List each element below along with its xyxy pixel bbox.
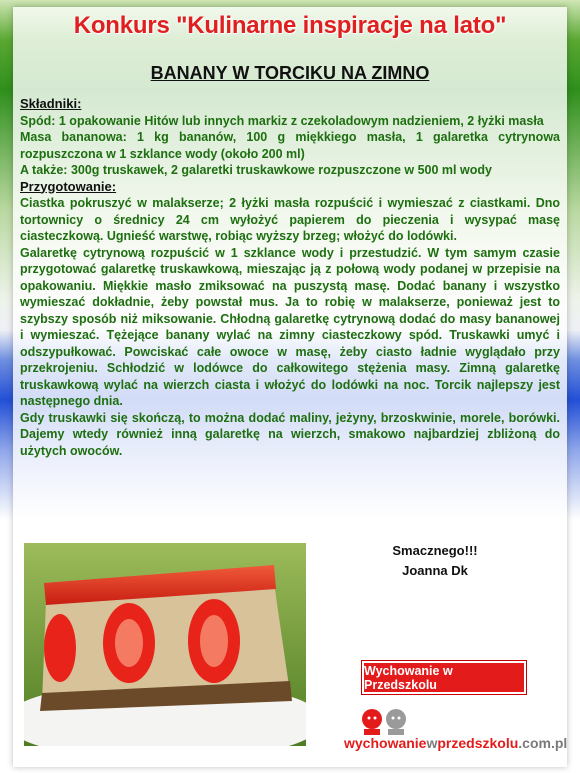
recipe-title: BANANY W TORCIKU NA ZIMNO bbox=[150, 63, 430, 83]
brand-badge: Wychowanie w Przedszkolu bbox=[362, 661, 526, 694]
preparation-paragraph: Ciastka pokruszyć w malakserze; 2 łyżki masła rozpuścić i wymieszać z ciastkami. Dno tortownicy o średnicy 24 cm wyłożyć papierem do pieczenia i wysypać masę ciasteczkową. Ugnieść warstwę, robiąc wyższy brzeg; włożyć do lodówki. bbox=[20, 196, 560, 243]
recipe-body bbox=[20, 96, 560, 459]
ingredient-line: A także: 300g truskawek, 2 galaretki truskawkowe rozpuszczone w 500 ml wody bbox=[20, 163, 492, 177]
preparation-paragraph: Galaretkę cytrynową rozpuścić w 1 szklance wody i przestudzić. W tym samym czasie przygotować galaretkę truskawkową, mieszając ją z połową wody podanej w przepisie na opakowaniu. Miękkie masło zmiksować na puszystą masę. Dodać banany i wszystko wymieszać dokładnie, żeby powstał mus. Ja to robię w malakserze, ponieważ jest to szybszy sposób niż miksowanie. Chłodną galaretkę cytrynową dodać do masy bananowej i wymieszać. Tężejące banany wylać na zimny ciasteczkowy spód. Truskawki umyć i odszypułkować. Powciskać całe owoce w masę, żeby ciasto ładnie wyglądało przy przekrojeniu. Schłodzić w lodówce do całkowitego stężenia masy. Zimną galaretkę truskawkową wylać na wierzch ciasta i włożyć do lodówki na noc. Torcik najlepszy jest następnego dnia. bbox=[20, 245, 560, 408]
site-logo bbox=[338, 707, 568, 757]
signoff bbox=[355, 541, 515, 581]
ingredients-heading: Składniki: bbox=[20, 96, 82, 111]
ingredient-line: Spód: 1 opakowanie Hitów lub innych markiz z czekoladowym nadzieniem, 2 łyżki masła bbox=[20, 113, 544, 128]
preparation-heading: Przygotowanie: bbox=[20, 178, 117, 194]
cake-photo bbox=[24, 543, 306, 746]
ingredient-line: Masa bananowa: 1 kg bananów, 100 g miękkiego masła, 1 galaretka cytrynowa rozpuszczona w 1 szklance wody (około 200 ml) bbox=[20, 130, 560, 161]
contest-title: Konkurs "Kulinarne inspiracje na lato" bbox=[73, 12, 507, 39]
author-name: Joanna Dk bbox=[402, 563, 468, 578]
children-logo-icon bbox=[342, 707, 462, 737]
preparation-paragraph: Gdy truskawki się skończą, to można dodać maliny, jeżyny, brzoskwinie, morele, borówki. Dajemy wtedy również inną galaretkę na wierzch, smakowo najbardziej zbliżoną do użytych owoców. bbox=[20, 410, 560, 458]
site-logo-text: wychowaniewprzedszkolu.com.pl bbox=[344, 735, 568, 751]
greeting: Smacznego!!! bbox=[392, 543, 478, 558]
cake-illustration bbox=[24, 543, 306, 746]
